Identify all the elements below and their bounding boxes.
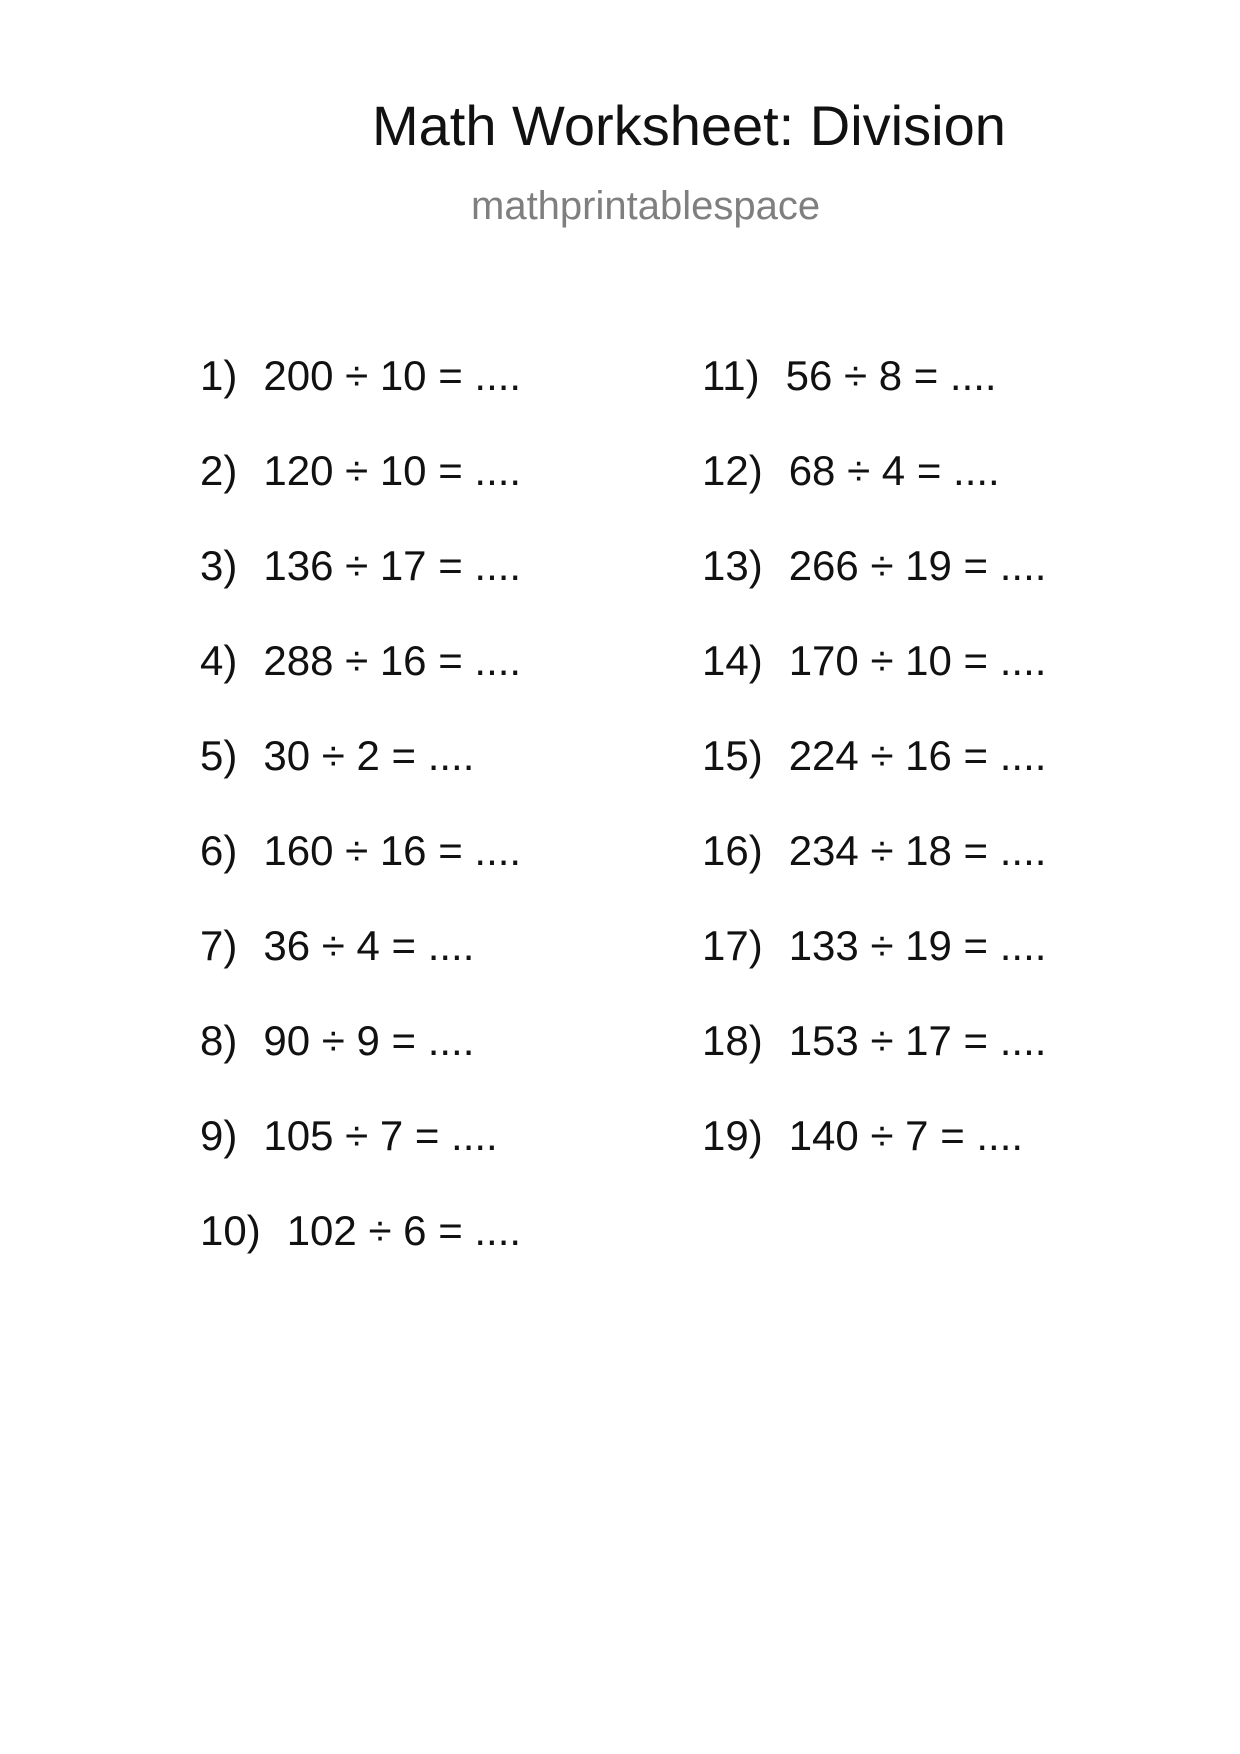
problem-item bbox=[200, 1017, 521, 1115]
problem-item bbox=[200, 732, 521, 830]
problem-item bbox=[702, 732, 1047, 830]
problem-number: 18) bbox=[702, 1017, 763, 1064]
problem-number: 11) bbox=[702, 352, 760, 399]
page-title: Math Worksheet: Division bbox=[372, 94, 1006, 157]
problem-number: 3) bbox=[200, 542, 238, 589]
problem-expression: 133 ÷ 19 = .... bbox=[788, 922, 1047, 969]
problem-number: 15) bbox=[702, 732, 763, 779]
problem-number: 5) bbox=[200, 732, 238, 779]
problem-number: 12) bbox=[702, 447, 763, 494]
page-subtitle: mathprintablespace bbox=[471, 184, 821, 228]
problem-item bbox=[702, 1017, 1047, 1115]
problem-expression: 170 ÷ 10 = .... bbox=[788, 637, 1047, 684]
problem-number: 6) bbox=[200, 827, 238, 874]
problem-expression: 56 ÷ 8 = .... bbox=[785, 352, 997, 399]
problem-item bbox=[200, 1112, 521, 1210]
problem-number: 16) bbox=[702, 827, 763, 874]
problem-expression: 120 ÷ 10 = .... bbox=[263, 447, 522, 494]
problem-expression: 102 ÷ 6 = .... bbox=[286, 1207, 522, 1254]
problem-item bbox=[702, 542, 1047, 640]
problem-expression: 160 ÷ 16 = .... bbox=[263, 827, 522, 874]
problem-list-left bbox=[200, 352, 522, 1305]
problem-number: 10) bbox=[200, 1207, 261, 1254]
problem-item bbox=[200, 542, 522, 640]
problem-expression: 153 ÷ 17 = .... bbox=[788, 1017, 1047, 1064]
problem-expression: 266 ÷ 19 = .... bbox=[788, 542, 1047, 589]
problem-expression: 36 ÷ 4 = .... bbox=[263, 922, 475, 969]
problem-number: 17) bbox=[702, 922, 763, 969]
problem-item bbox=[200, 1207, 522, 1305]
problem-item bbox=[702, 447, 1046, 545]
problem-number: 8) bbox=[200, 1017, 238, 1064]
problem-expression: 90 ÷ 9 = .... bbox=[263, 1017, 475, 1064]
problem-number: 7) bbox=[200, 922, 238, 969]
problem-number: 9) bbox=[200, 1112, 238, 1159]
problem-expression: 200 ÷ 10 = .... bbox=[263, 352, 522, 399]
problem-item bbox=[200, 637, 522, 735]
problem-expression: 288 ÷ 16 = .... bbox=[263, 637, 522, 684]
problem-expression: 136 ÷ 17 = .... bbox=[263, 542, 522, 589]
problem-item bbox=[200, 447, 522, 545]
problem-item bbox=[702, 922, 1047, 1020]
problem-number: 2) bbox=[200, 447, 238, 494]
problem-number: 14) bbox=[702, 637, 763, 684]
problem-expression: 105 ÷ 7 = .... bbox=[263, 1112, 498, 1159]
problem-expression: 234 ÷ 18 = .... bbox=[788, 827, 1047, 874]
problem-expression: 30 ÷ 2 = .... bbox=[263, 732, 475, 779]
problem-number: 4) bbox=[200, 637, 238, 684]
problem-list-right bbox=[702, 352, 1047, 1210]
problem-number: 1) bbox=[200, 352, 238, 399]
problem-expression: 68 ÷ 4 = .... bbox=[788, 447, 1000, 494]
problem-item bbox=[200, 827, 522, 925]
problem-item bbox=[200, 922, 521, 1020]
problem-number: 19) bbox=[702, 1112, 763, 1159]
problem-number: 13) bbox=[702, 542, 763, 589]
problem-item bbox=[200, 352, 522, 450]
problem-item bbox=[702, 352, 1046, 450]
problem-item bbox=[702, 1112, 1046, 1210]
problem-expression: 140 ÷ 7 = .... bbox=[788, 1112, 1024, 1159]
problem-item bbox=[702, 637, 1047, 735]
problem-item bbox=[702, 827, 1047, 925]
problem-expression: 224 ÷ 16 = .... bbox=[788, 732, 1047, 779]
